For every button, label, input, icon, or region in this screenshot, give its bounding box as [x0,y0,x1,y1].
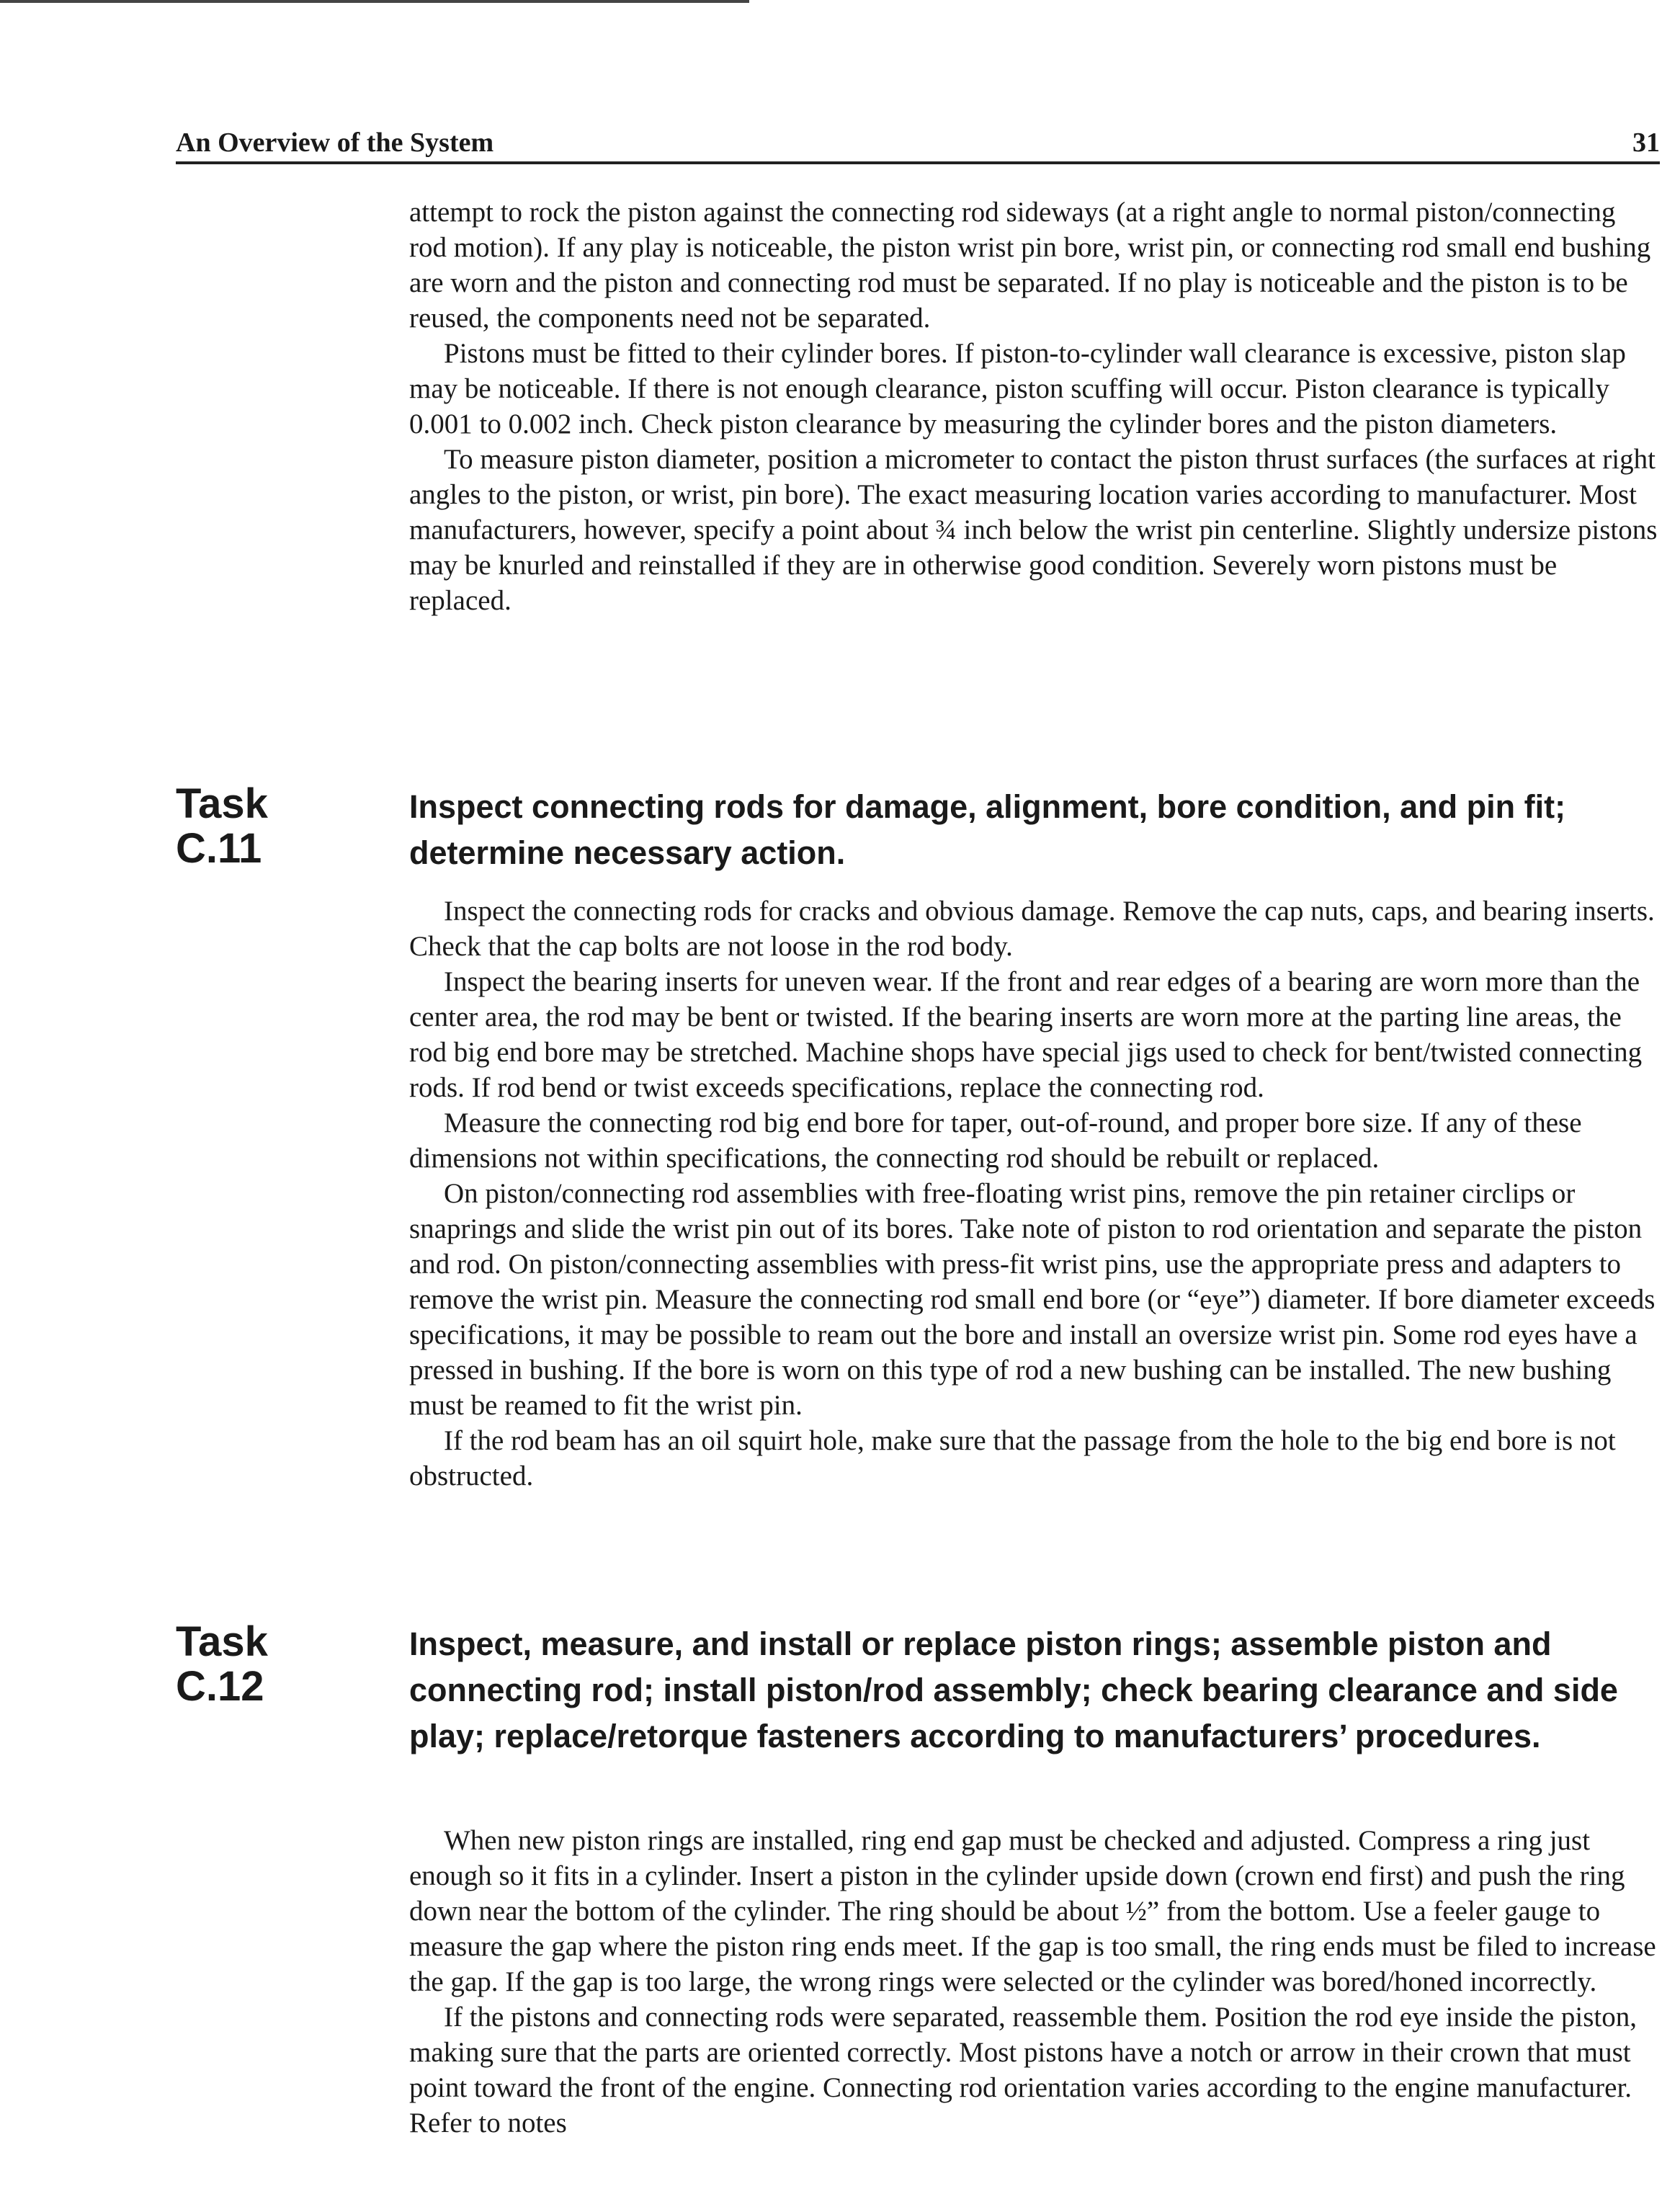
task-c12-label [176,1620,268,1709]
intro-paragraph-3: To measure piston diameter, position a micrometer to contact the piston thrust surfaces (the surfaces at right angles to the piston, or wrist, pin bore). The exact measuring location varies according to manufacturer. Most manufacturers, however, specify a point about ¾ inch below the wrist pin centerline. Slightly undersize pistons may be knurled and reinstalled if they are in otherwise good condition. Severely worn pistons must be replaced. [409,444,1658,616]
task-c11-body [409,893,1660,1494]
task-c11-paragraph-2: Inspect the bearing inserts for uneven wear. If the front and rear edges of a bearing are worn more than the center area, the rod may be bent or twisted. If the bearing inserts are worn more at the parting line areas, the rod big end bore may be stretched. Machine shops have special jigs used to check for bent/twisted connecting rods. If rod bend or twist exceeds specifications, replace the connecting rod. [409,966,1643,1103]
running-head-title: An Overview of the System [176,128,494,158]
intro-section [409,195,1660,618]
task-c12-label-word: Task [176,1618,268,1665]
task-c12-heading: Inspect, measure, and install or replace piston rings; assemble piston and connecting rod; install piston/rod assembly; check bearing clearance and side play; replace/retorque fasteners according to manufacturers’ procedures. [409,1625,1618,1754]
task-c11-paragraph-3: Measure the connecting rod big end bore for taper, out-of-round, and proper bore size. If any of these dimensions not within specifications, the connecting rod should be rebuilt or replaced. [409,1107,1582,1174]
task-c12-paragraph-1: When new piston rings are installed, ring end gap must be checked and adjusted. Compress a ring just enough so it fits in a cylinder. Insert a piston in the cylinder upside down (crown end first) and push the ring down near the bottom of the cylinder. The ring should be about ½” from the bottom. Use a feeler gauge to measure the gap where the piston ring ends meet. If the gap is too small, the ring ends must be filed to increase the gap. If the gap is too large, the wrong rings were selected or the cylinder was bored/honed incorrectly. [409,1825,1656,1997]
task-c11-label-word: Task [176,780,268,827]
task-c11-label [176,782,268,871]
task-c12-paragraph-2: If the pistons and connecting rods were separated, reassemble them. Position the rod eye inside the piston, making sure that the parts are oriented correctly. Most pistons have a notch or arrow in their crown that must point toward the front of the engine. Connecting rod orientation varies according to the engine manufacturer. Refer to notes [409,2002,1637,2139]
task-c12-body [409,1823,1660,2141]
task-c11-paragraph-4: On piston/connecting rod assemblies with free-floating wrist pins, remove the pin retainer circlips or snaprings and slide the wrist pin out of its bores. Take note of piston to rod orientation and separate the piston and rod. On piston/connecting assemblies with press-fit wrist pins, use the appropriate press and adapters to remove the wrist pin. Measure the connecting rod small end bore (or “eye”) diameter. If bore diameter exceeds specifications, it may be possible to ream out the bore and install an oversize wrist pin. Some rod eyes have a pressed in bushing. If the bore is worn on this type of rod a new bushing can be installed. The new bushing must be reamed to fit the wrist pin. [409,1178,1656,1421]
task-c11-paragraph-5: If the rod beam has an oil squirt hole, make sure that the passage from the hole to the big end bore is not obstructed. [409,1425,1616,1491]
task-c11-label-number: C.11 [176,825,262,872]
task-c11-paragraph-1: Inspect the connecting rods for cracks and obvious damage. Remove the cap nuts, caps, and bearing inserts. Check that the cap bolts are not loose in the rod body. [409,896,1655,962]
top-edge-rule [0,0,749,3]
task-c11-heading: Inspect connecting rods for damage, alignment, bore condition, and pin fit; determine necessary action. [409,788,1566,871]
intro-paragraph-2: Pistons must be fitted to their cylinder bores. If piston-to-cylinder wall clearance is excessive, piston slap may be noticeable. If there is not enough clearance, piston scuffing will occur. Piston clearance is typically 0.001 to 0.002 inch. Check piston clearance by measuring the cylinder bores and the piston diameters. [409,338,1626,440]
task-c12-label-number: C.12 [176,1663,264,1710]
page-number: 31 [1632,128,1660,158]
intro-paragraph-1: attempt to rock the piston against the connecting rod sideways (at a right angle to normal piston/connecting rod motion). If any play is noticeable, the piston wrist pin bore, wrist pin, or connecting rod small end bushing are worn and the piston and connecting rod must be separated. If no play is noticeable and the piston is to be reused, the components need not be separated. [409,197,1651,334]
running-header [176,115,1660,164]
